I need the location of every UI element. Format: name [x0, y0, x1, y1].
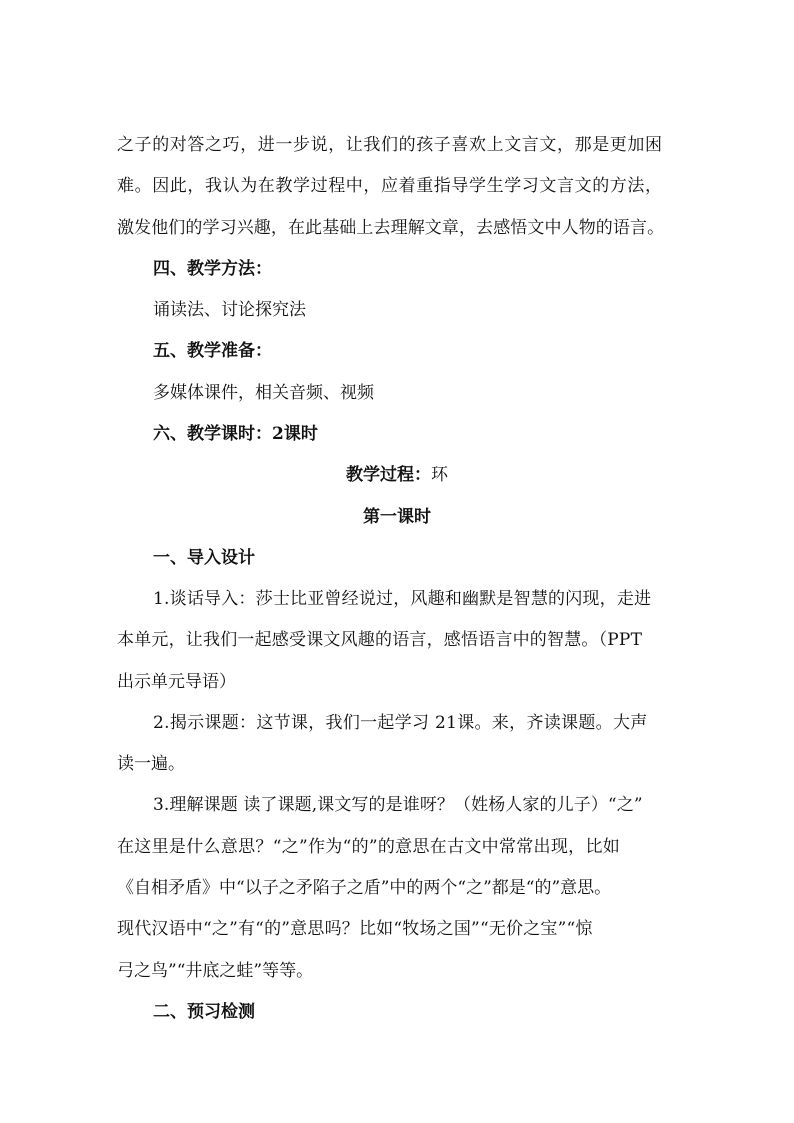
- teaching-methods-content: 诵读法、讨论探究法: [153, 300, 306, 320]
- teaching-preparation-content: 多媒体课件，相关音频、视频: [153, 383, 374, 403]
- item3-line-1: 3.理解课题 读了课题,课文写的是谁呀？（姓杨人家的儿子）“之”: [153, 795, 643, 815]
- intro-line-3: 激发他们的学习兴趣，在此基础上去理解文章，去感悟文中人物的语言。: [117, 218, 665, 238]
- teaching-process-suffix: 环: [431, 465, 448, 485]
- teaching-process-title: [0, 464, 794, 486]
- section-heading-teaching-hours: 六、教学课时：2课时: [153, 424, 318, 444]
- item2-line-1: 2.揭示课题：这节课，我们一起学习 21课。来，齐读课题。大声: [153, 713, 648, 733]
- item1-line-3: 出示单元导语）: [117, 672, 236, 692]
- intro-line-2: 难。因此，我认为在教学过程中，应着重指导学生学习文言文的方法，: [117, 176, 663, 196]
- part-heading-preview-check: 二、预习检测: [153, 1002, 255, 1022]
- intro-line-1: 之子的对答之巧，进一步说，让我们的孩子喜欢上文言文，那是更加困: [117, 135, 663, 155]
- part-heading-introduction-design: 一、导入设计: [153, 548, 255, 568]
- item2-line-2: 读一遍。: [117, 754, 185, 774]
- lesson-title: 第一课时: [363, 507, 431, 527]
- section-heading-teaching-preparation: 五、教学准备：: [153, 341, 272, 361]
- section-heading-teaching-methods: 四、教学方法：: [153, 259, 272, 279]
- item3-line-2: 在这里是什么意思？“之”作为“的”的意思在古文中常常出现，比如: [117, 837, 621, 857]
- item1-line-1: 1.谈话导入：莎士比亚曾经说过，风趣和幽默是智慧的闪现，走进: [153, 589, 652, 609]
- item3-line-4: 现代汉语中“之”有“的”意思吗？比如“牧场之国”“无价之宝”“惊: [117, 919, 593, 939]
- item3-line-5: 弓之鸟”“井底之蛙”等等。: [117, 961, 314, 981]
- item1-line-2: 本单元，让我们一起感受课文风趣的语言，感悟语言中的智慧。（PPT: [117, 630, 643, 650]
- item3-line-3: 《自相矛盾》中“以子之矛陷子之盾”中的两个“之”都是“的”意思。: [117, 878, 612, 898]
- teaching-process-label: 教学过程：: [346, 465, 431, 485]
